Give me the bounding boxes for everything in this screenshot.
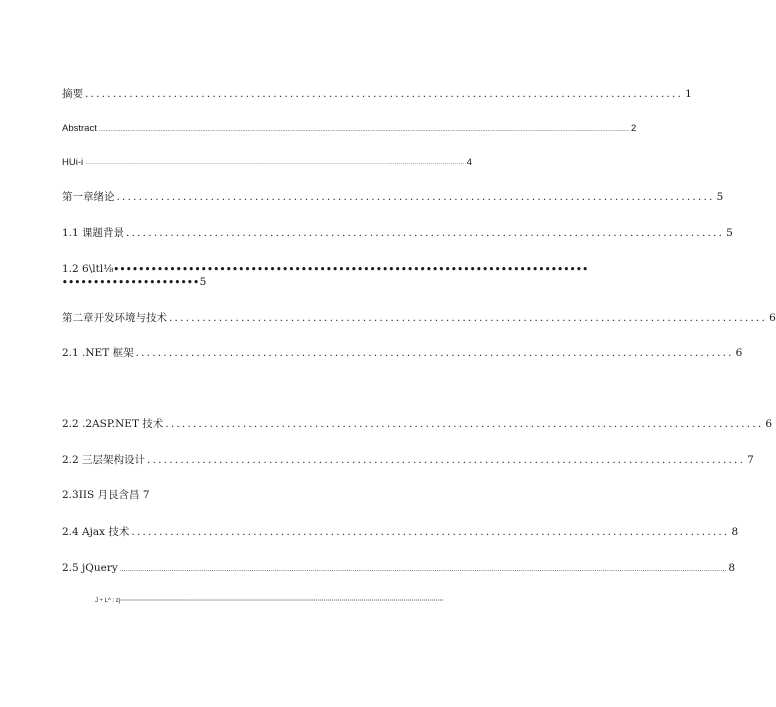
toc-entry-abstract-cn[interactable] <box>62 87 692 101</box>
toc-entry-title: 1.1 课题背景 <box>62 227 125 239</box>
toc-leader-dots: ............................................................................................................ <box>131 526 730 538</box>
toc-page-number: 6 <box>765 418 773 430</box>
toc-page-number: 5 <box>716 191 724 203</box>
toc-entry-garbled-1[interactable] <box>62 156 473 171</box>
toc-leader-dots: ............................................................................................................ <box>135 347 734 359</box>
toc-entry-title: 第一章绪论 <box>62 191 115 203</box>
toc-entry-2-1[interactable] <box>62 346 743 360</box>
toc-entry-garbled-2[interactable] <box>95 597 444 605</box>
toc-entry-title: 2.1 .NET 框架 <box>62 347 134 359</box>
toc-page-number: 1 <box>685 88 692 100</box>
toc-leader-dots: •••••••••••••••••••••• <box>62 278 200 288</box>
toc-page-number: 8 <box>728 562 736 574</box>
toc-entry-title: Abstract <box>62 123 97 134</box>
toc-page-number: 7 <box>747 454 754 466</box>
toc-page-number: 6 <box>735 347 743 359</box>
toc-page-number: 4 <box>466 157 473 168</box>
toc-entry-abstract-en[interactable] <box>62 122 637 137</box>
toc-entry-title: HUi-i <box>62 157 84 168</box>
toc-entry-title: 第二章开发环境与技术 <box>62 312 167 324</box>
toc-entry-2-5[interactable] <box>62 561 736 577</box>
toc-page-number: 6 <box>769 312 776 324</box>
toc-page-number: 8 <box>731 526 739 538</box>
toc-entry-title: 2.5 jQuery <box>62 562 118 574</box>
toc-entry-2-4[interactable] <box>62 525 739 539</box>
toc-leader-dots: ............................................................................................................ <box>165 418 764 430</box>
toc-leader-dots: .............................................................................................................................................................................................................................................................................................................................. <box>119 566 727 573</box>
toc-entry-title: 1.2 6\ltl⅛ <box>62 263 114 275</box>
toc-entry-title: 2.2 三层架构设计 <box>62 454 146 466</box>
toc-entry-2-2-aspnet[interactable] <box>62 417 773 431</box>
toc-entry-2-2-three-tier[interactable] <box>62 453 754 467</box>
toc-leader-dots: ............................................................................................................ <box>116 191 715 203</box>
toc-page-number: 5 <box>199 276 207 288</box>
toc-leader-dots: .............................................................................................................................................................................................................................................................................................................................. <box>98 127 629 133</box>
toc-entry-chapter-2[interactable] <box>62 311 776 325</box>
toc-leader-dots: ······························································································································································································ <box>85 161 465 167</box>
toc-leader-dots: ............................................................................................................ <box>147 454 746 466</box>
toc-entry-2-3[interactable]: 2.3IIS 月艮含昌 7 <box>62 489 150 501</box>
toc-entry-title: 摘要 <box>62 88 83 100</box>
toc-entry-chapter-1[interactable] <box>62 190 724 204</box>
toc-entry-title: 2.4 Ajax 技术 <box>62 526 130 538</box>
toc-entry-1-2-continued <box>62 275 434 290</box>
toc-leader-dots: ............................................................................................................ <box>85 88 684 100</box>
toc-leader-dots: ·································································································································································· <box>120 598 444 604</box>
toc-entry-1-1[interactable] <box>62 226 733 240</box>
toc-page-number: 2 <box>630 123 637 134</box>
toc-leader-dots: ............................................................................................................ <box>126 227 725 239</box>
toc-leader-dots: •••••••••••••••••••••••••••••••••••••••••••••••••••••••••••••••••••••••••••• <box>113 265 589 275</box>
toc-entry-title: 2.2 .2ASP.NET 技术 <box>62 418 164 430</box>
toc-page-number: 5 <box>726 227 733 239</box>
toc-entry-title: J ÷ L^ : zj <box>95 598 121 604</box>
toc-leader-dots: ............................................................................................................ <box>169 312 768 324</box>
